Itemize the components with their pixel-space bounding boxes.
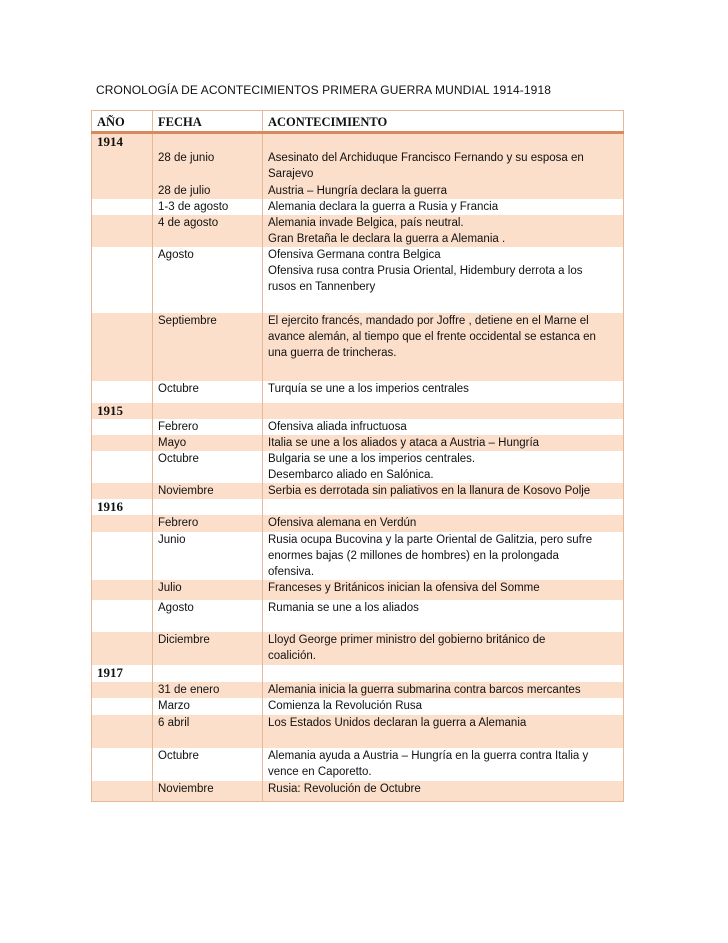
table-row xyxy=(92,715,624,748)
event-line: una guerra de trincheras. xyxy=(268,347,397,359)
event-line: Ofensiva rusa contra Prusia Oriental, Hidembury derrota a los xyxy=(268,265,583,277)
cell-year xyxy=(92,451,153,483)
event-line: Alemania declara la guerra a Rusia y Francia xyxy=(268,201,499,213)
cell-date: Marzo xyxy=(153,698,263,715)
cell-year xyxy=(92,580,153,600)
chronology-table xyxy=(91,110,624,802)
event-line: ofensiva. xyxy=(268,566,315,578)
cell-date: 1-3 de agosto xyxy=(153,199,263,215)
header-date: FECHA xyxy=(153,111,263,133)
cell-date: Septiembre xyxy=(153,313,263,381)
document-title: CRONOLOGÍA DE ACONTECIMIENTOS PRIMERA GUERRA MUNDIAL 1914-1918 xyxy=(96,83,551,97)
cell-date: 4 de agosto xyxy=(153,215,263,247)
event-line: Turquía se une a los imperios centrales xyxy=(268,383,469,395)
event-line: El ejercito francés, mandado por Joffre , detiene en el Marne el xyxy=(268,315,589,327)
table-row xyxy=(92,435,624,451)
event-line: Rusia ocupa Bucovina y la parte Oriental de Galitzia, pero sufre xyxy=(268,534,593,546)
cell-date: Junio xyxy=(153,532,263,580)
cell-year xyxy=(92,748,153,781)
table-row xyxy=(92,199,624,215)
cell-event xyxy=(263,451,624,483)
cell-year xyxy=(92,515,153,532)
cell-event xyxy=(263,403,624,419)
cell-year: 1917 xyxy=(92,665,153,682)
table-row xyxy=(92,483,624,499)
cell-year xyxy=(92,215,153,247)
event-line: Rusia: Revolución de Octubre xyxy=(268,783,421,795)
cell-event xyxy=(263,199,624,215)
cell-year xyxy=(92,632,153,665)
cell-date: 31 de enero xyxy=(153,682,263,698)
cell-date: Octubre xyxy=(153,381,263,403)
cell-year xyxy=(92,435,153,451)
cell-year xyxy=(92,199,153,215)
cell-date: Diciembre xyxy=(153,632,263,665)
table-row xyxy=(92,698,624,715)
cell-year xyxy=(92,313,153,381)
cell-date: Noviembre xyxy=(153,483,263,499)
cell-date: Julio xyxy=(153,580,263,600)
table-row xyxy=(92,381,624,403)
cell-date xyxy=(153,403,263,419)
cell-year xyxy=(92,419,153,435)
cell-event xyxy=(263,215,624,247)
event-line: Gran Bretaña le declara la guerra a Alemania . xyxy=(268,233,506,245)
year-row xyxy=(92,665,624,682)
year-row xyxy=(92,403,624,419)
cell-date: Agosto xyxy=(153,600,263,632)
cell-year xyxy=(92,781,153,801)
table-row xyxy=(92,632,624,665)
event-line: Alemania ayuda a Austria – Hungría en la guerra contra Italia y xyxy=(268,750,589,762)
event-line: Bulgaria se une a los imperios centrales. xyxy=(268,453,476,465)
table-header-row xyxy=(92,111,624,133)
cell-date: Febrero xyxy=(153,515,263,532)
cell-year xyxy=(92,715,153,748)
event-line: Franceses y Británicos inician la ofensiva del Somme xyxy=(268,582,540,594)
event-line: Asesinato del Archiduque Francisco Fernando y su esposa en xyxy=(268,152,584,164)
table-row xyxy=(92,313,624,381)
cell-event xyxy=(263,682,624,698)
cell-date: 28 de junio xyxy=(153,150,263,183)
cell-year xyxy=(92,600,153,632)
table-row xyxy=(92,451,624,483)
cell-year xyxy=(92,381,153,403)
cell-event xyxy=(263,499,624,515)
event-line: coalición. xyxy=(268,650,316,662)
table-row xyxy=(92,183,624,199)
cell-event xyxy=(263,419,624,435)
cell-date: Octubre xyxy=(153,451,263,483)
event-line: Italia se une a los aliados y ataca a Austria – Hungría xyxy=(268,437,540,449)
cell-date xyxy=(153,499,263,515)
cell-year: 1914 xyxy=(92,133,153,151)
year-row xyxy=(92,499,624,515)
cell-date: 6 abril xyxy=(153,715,263,748)
table-row xyxy=(92,515,624,532)
cell-event xyxy=(263,183,624,199)
table-row xyxy=(92,150,624,183)
event-line: Austria – Hungría declara la guerra xyxy=(268,185,447,197)
event-line: Serbia es derrotada sin paliativos en la llanura de Kosovo Polje xyxy=(268,485,591,497)
cell-event xyxy=(263,748,624,781)
cell-event xyxy=(263,150,624,183)
table-row xyxy=(92,748,624,781)
cell-year xyxy=(92,483,153,499)
event-line: Desembarco aliado en Salónica. xyxy=(268,469,434,481)
cell-date: Octubre xyxy=(153,748,263,781)
year-row xyxy=(92,133,624,151)
cell-event xyxy=(263,532,624,580)
event-line: Sarajevo xyxy=(268,168,314,180)
cell-date xyxy=(153,133,263,151)
cell-year xyxy=(92,698,153,715)
cell-event xyxy=(263,632,624,665)
event-line: Ofensiva alemana en Verdún xyxy=(268,517,417,529)
cell-event xyxy=(263,665,624,682)
table-row xyxy=(92,532,624,580)
cell-year xyxy=(92,150,153,183)
cell-date: Agosto xyxy=(153,247,263,313)
table-row xyxy=(92,419,624,435)
table-row xyxy=(92,682,624,698)
cell-year xyxy=(92,682,153,698)
event-line: Ofensiva Germana contra Belgica xyxy=(268,249,441,261)
table-row xyxy=(92,781,624,801)
table-row xyxy=(92,580,624,600)
table-row xyxy=(92,215,624,247)
cell-date xyxy=(153,665,263,682)
cell-event xyxy=(263,133,624,151)
event-line: vence en Caporetto. xyxy=(268,766,372,778)
event-line: Ofensiva aliada infructuosa xyxy=(268,421,407,433)
cell-year xyxy=(92,183,153,199)
cell-year xyxy=(92,532,153,580)
event-line: Alemania inicia la guerra submarina contra barcos mercantes xyxy=(268,684,581,696)
cell-event xyxy=(263,483,624,499)
cell-event xyxy=(263,515,624,532)
event-line: Lloyd George primer ministro del gobierno británico de xyxy=(268,634,546,646)
event-line: Rumania se une a los aliados xyxy=(268,602,419,614)
event-line: rusos en Tannenbery xyxy=(268,281,376,293)
cell-event xyxy=(263,580,624,600)
cell-date: Noviembre xyxy=(153,781,263,801)
cell-event xyxy=(263,600,624,632)
cell-date: Mayo xyxy=(153,435,263,451)
cell-event xyxy=(263,313,624,381)
cell-year xyxy=(92,247,153,313)
event-line: Comienza la Revolución Rusa xyxy=(268,700,423,712)
cell-year: 1916 xyxy=(92,499,153,515)
cell-date: Febrero xyxy=(153,419,263,435)
header-year: AÑO xyxy=(92,111,153,133)
cell-event xyxy=(263,715,624,748)
header-event: ACONTECIMIENTO xyxy=(263,111,624,133)
table-row xyxy=(92,600,624,632)
event-line: enormes bajas (2 millones de hombres) en la prolongada xyxy=(268,550,559,562)
cell-event xyxy=(263,698,624,715)
cell-event xyxy=(263,247,624,313)
table-row xyxy=(92,247,624,313)
cell-date: 28 de julio xyxy=(153,183,263,199)
cell-event xyxy=(263,781,624,801)
cell-event xyxy=(263,435,624,451)
event-line: Los Estados Unidos declaran la guerra a Alemania xyxy=(268,717,527,729)
event-line: avance alemán, al tiempo que el frente occidental se estanca en xyxy=(268,331,596,343)
cell-year: 1915 xyxy=(92,403,153,419)
event-line: Alemania invade Belgica, país neutral. xyxy=(268,217,464,229)
cell-event xyxy=(263,381,624,403)
